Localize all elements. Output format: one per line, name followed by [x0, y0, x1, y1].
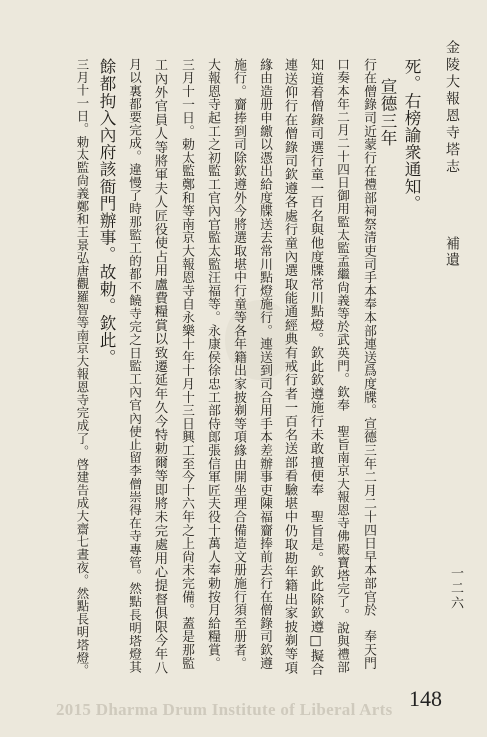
text-column-9: 大報恩寺起工之初監工官內官監太監汪福等。永康侯徐忠工部侍郎張信軍匠夫役十萬人奉勅按月給糧賞。 [205, 58, 220, 670]
text-column-13: 餘都拘入內府該衙門辦事。故勅。欽此。 [97, 58, 116, 366]
text-column-12: 月以裏都要完成。違慢了時那監工的都不饒寺完之日監工內官內使止留李僧崇得在寺專管。然點長明塔燈其 [127, 58, 142, 674]
text-column-2: 宣德三年 [378, 78, 397, 147]
text-column-5: 知道着僧錄司選行童一百名與他度牒常川點燈。欽此欽遵施行未敢擅便奉 聖旨是。欽此除欽遵□擬合 [308, 58, 323, 677]
text-column-3: 行在僧錄司近蒙行在禮部祠祭清吏司手本奉本部連送爲度牒。宣德三年二月二十四日早本部官於 奉天門 [361, 58, 376, 670]
text-column-10: 三月十一日。勅太監鄭和等南京大報恩寺自永樂十年十月十三日興工至今十六年之上尙未完備。蓋是那監 [179, 58, 194, 670]
text-column-1: 死。右榜諭衆通知。 [402, 58, 421, 212]
watermark: 2015 Dharma Drum Institute of Liberal Arts [56, 700, 393, 719]
text-column-14: 三月十一日。勅太監尙義鄭和王景弘唐觀羅智等南京大報恩寺完成了。啓建告成大齋七晝夜。然點長明塔燈。 [75, 58, 90, 678]
text-column-11: 工內外官員人等將軍夫人匠役使占用盧費糧賞以致遷延年久今特勅爾等即將未完處用心提督俱限今年八 [152, 58, 167, 675]
page-number: 148 [409, 686, 442, 711]
side-page-number: 一二六 [448, 566, 463, 611]
text-column-6: 連送仰行在僧錄司欽遵各處行童內選取能通經典有戒行者一百名送部看驗堪中仍取勘年籍出家披剃等項 [282, 58, 297, 675]
text-column-7: 緣由造册申繳以憑出給度牒送去常川點燈施行。連送到司合用手本差辦事吏陳福齎捧前去行在僧錄司欽遵 [257, 58, 272, 670]
running-header-section: 補遺 [444, 236, 460, 268]
text-column-8: 施行。齎捧到司除欽遵外今將選取堪中行童等各年籍出家披剃等項緣由開坐理合備造文册施行須至册者。 [231, 58, 246, 670]
text-column-4: 口奏本年二月二十四日御用監太監孟繼尙義等於武英門。欽奉 聖旨南京大報恩寺佛殿寶塔完了。說與禮部 [335, 58, 350, 674]
running-header-title: 金陵大報恩寺塔志 [444, 40, 460, 176]
